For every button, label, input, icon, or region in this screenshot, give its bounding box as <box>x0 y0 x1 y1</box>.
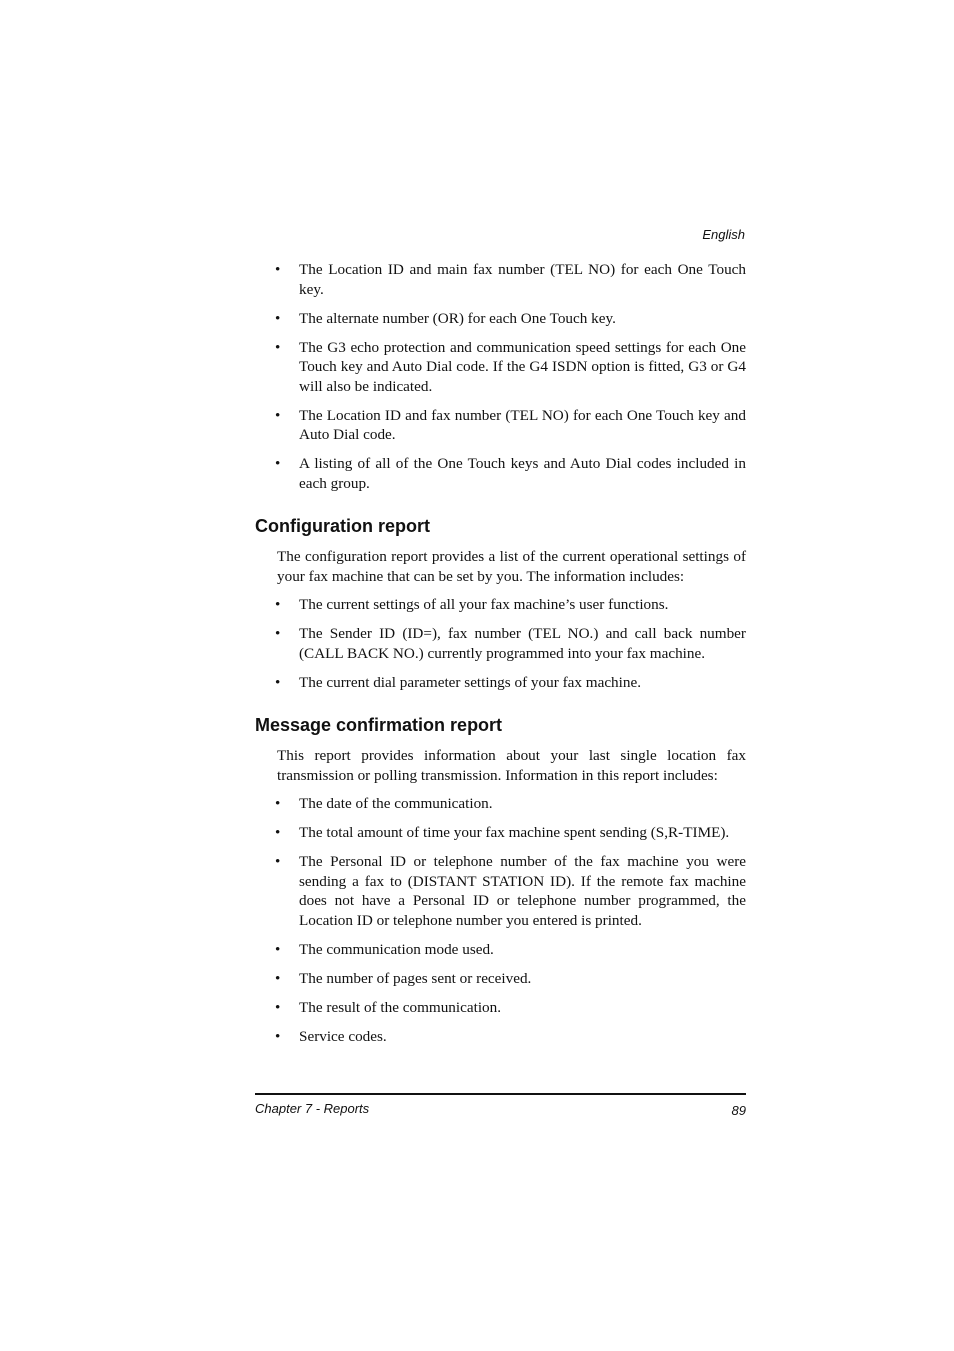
list-item: • The current dial parameter settings of your fax machine. <box>275 673 642 691</box>
page-number: 89 <box>731 1103 746 1118</box>
list-item: • The alternate number (OR) for each One Touch key. <box>275 309 616 327</box>
bullet-icon: • <box>275 1027 281 1045</box>
page-content <box>255 260 746 1056</box>
bullet-icon: • <box>275 309 281 327</box>
bullet-icon: • <box>275 969 281 987</box>
list-item: • The total amount of time your fax machine spent sending (S,R-TIME). <box>275 824 730 841</box>
bullet-icon: • <box>275 673 281 691</box>
list-item: • A listing of all of the One Touch keys and Auto Dial codes included in each group. <box>275 455 746 492</box>
bullet-icon: • <box>275 940 281 958</box>
footer-chapter: Chapter 7 - Reports <box>255 1101 370 1116</box>
bullet-icon: • <box>275 596 281 613</box>
bullet-icon: • <box>275 338 281 356</box>
list-item: • The Location ID and main fax number (TEL NO) for each One Touch key. <box>275 261 746 298</box>
report-contents-list <box>255 260 746 493</box>
configuration-report-list <box>255 595 746 692</box>
section-intro: The configuration report provides a list of the current operational settings of your fax machine that can be set by you. The information includes: <box>277 548 746 585</box>
bullet-icon: • <box>275 853 281 870</box>
list-item: • The communication mode used. <box>275 940 494 958</box>
bullet-icon: • <box>275 998 281 1016</box>
page-footer <box>255 1093 746 1116</box>
list-item: • The Sender ID (ID=), fax number (TEL NO.) and call back number (CALL BACK NO.) currently programmed into your fax machine. <box>275 625 746 662</box>
list-item: • The Personal ID or telephone number of the fax machine you were sending a fax to (DISTANT STATION ID). If the remote fax machine does not have a Personal ID or telephone number programmed, the Location ID or telephone number you entered is printed. <box>275 853 746 929</box>
list-item: • The current settings of all your fax machine’s user functions. <box>275 596 669 613</box>
list-item: • The result of the communication. <box>275 998 502 1016</box>
bullet-icon: • <box>275 261 281 278</box>
list-item: • The date of the communication. <box>275 795 493 812</box>
list-item: • Service codes. <box>275 1027 387 1045</box>
message-confirmation-list <box>255 794 746 1046</box>
section-intro: This report provides information about your last single location fax transmission or polling transmission. Information in this report includes: <box>277 747 746 784</box>
list-item: • The number of pages sent or received. <box>275 969 532 987</box>
bullet-icon: • <box>275 406 281 424</box>
bullet-icon: • <box>275 824 281 841</box>
section-heading-message-confirmation-report: Message confirmation report <box>255 715 503 735</box>
bullet-icon: • <box>275 795 281 812</box>
section-heading-configuration-report: Configuration report <box>255 516 430 536</box>
list-item: • The G3 echo protection and communication speed settings for each One Touch key and Auto Dial code. If the G4 ISDN option is fitted, G3 or G4 will also be indicated. <box>275 338 746 395</box>
bullet-icon: • <box>275 625 281 642</box>
list-item: • The Location ID and fax number (TEL NO) for each One Touch key and Auto Dial code. <box>275 406 746 443</box>
bullet-icon: • <box>275 455 281 472</box>
header-language: English <box>702 227 745 242</box>
